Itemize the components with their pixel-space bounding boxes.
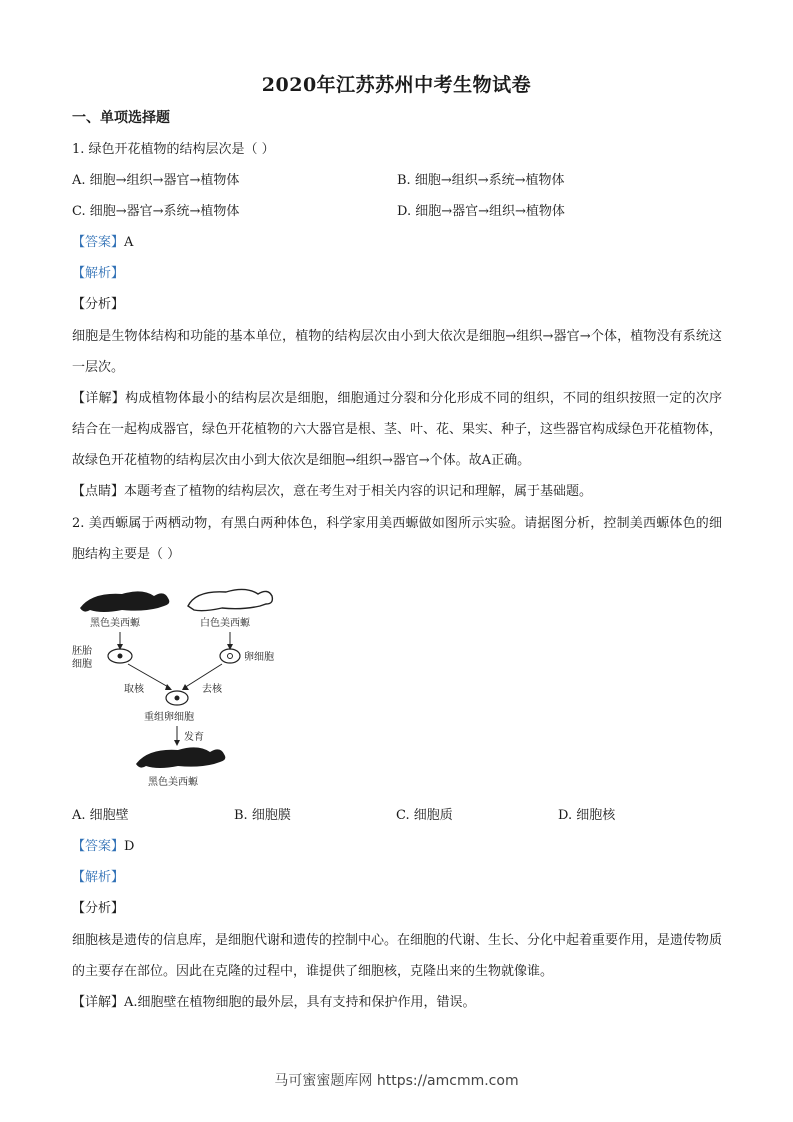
q2-fenxi-text: 细胞核是遗传的信息库，是细胞代谢和遗传的控制中心。在细胞的代谢、生长、分化中起着重要作用，是遗传物质的主要存在部位。因此在克隆的过程中，谁提供了细胞核，克隆出来的生物就像谁。 (72, 933, 723, 979)
q1-answer (72, 233, 133, 253)
take-nucleus-label: 取核 (124, 684, 144, 695)
result-axolotl-image (136, 747, 225, 768)
detail-tag: 【详解】 (72, 391, 126, 406)
answer-value: A (124, 235, 134, 250)
q1-fenxi-tag: 【分析】 (72, 297, 125, 312)
recombined-cell-label: 重组卵细胞 (144, 712, 194, 723)
section-heading: 一、单项选择题 (72, 110, 170, 126)
answer-tag: 【答案】 (72, 235, 125, 250)
black-axolotl-label: 黑色美西螈 (90, 618, 140, 629)
q2-answer (72, 837, 134, 857)
develop-label: 发育 (184, 732, 204, 743)
white-axolotl-image (188, 589, 272, 610)
q1-option-c: C. 细胞→器官→系统→植物体 (72, 204, 240, 219)
question-2-stem: 2. 美西螈属于两栖动物，有黑白两种体色，科学家用美西螈做如图所示实验。请据图分析，控制美西螈体色的细胞结构主要是（ ） (72, 516, 722, 562)
remove-nucleus-label: 去核 (202, 684, 222, 695)
detail-text: A.细胞壁在植物细胞的最外层，具有支持和保护作用，错误。 (124, 995, 476, 1010)
q1-analysis-tag: 【解析】 (72, 266, 125, 281)
comment-tag: 【点睛】 (72, 484, 125, 499)
q1-detail (72, 383, 722, 476)
question-1-stem: 1. 绿色开花植物的结构层次是（ ） (72, 142, 275, 157)
q2-option-d: D. 细胞核 (558, 808, 616, 823)
q2-analysis-tag: 【解析】 (72, 870, 125, 885)
egg-cell-icon (220, 649, 240, 663)
embryo-label-2: 细胞 (72, 659, 92, 670)
white-axolotl-label: 白色美西螈 (200, 618, 250, 629)
detail-tag: 【详解】 (72, 995, 125, 1010)
axolotl-experiment-figure (72, 580, 274, 795)
answer-value: D (124, 839, 135, 854)
page-title: 2020年江苏苏州中考生物试卷 (261, 74, 532, 96)
black-axolotl-image (80, 591, 169, 612)
q2-option-c: C. 细胞质 (396, 808, 453, 823)
footer-watermark: 马可蜜蜜题库网 https://amcmm.com (274, 1073, 519, 1089)
comment-text: 本题考查了植物的结构层次，意在考生对于相关内容的识记和理解，属于基础题。 (124, 484, 593, 499)
result-axolotl-label: 黑色美西螈 (148, 777, 198, 788)
answer-tag: 【答案】 (72, 839, 125, 854)
q2-option-a: A. 细胞壁 (72, 808, 129, 823)
embryo-label-1: 胚胎 (72, 646, 92, 657)
q2-fenxi-tag: 【分析】 (72, 901, 125, 916)
q2-option-b: B. 细胞膜 (234, 808, 291, 823)
q2-detail (72, 993, 476, 1013)
q1-comment (72, 482, 592, 502)
q1-option-d: D. 细胞→器官→组织→植物体 (397, 204, 565, 219)
detail-text: 构成植物体最小的结构层次是细胞，细胞通过分裂和分化形成不同的组织，不同的组织按照一定的次序结合在一起构成器官，绿色开花植物的六大器官是根、茎、叶、花、果实、种子，这些器官构成绿色开花植物体，故绿色开花植物的结构层次由小到大依次是细胞→组织→器官→个体。故A正确。 (72, 391, 723, 468)
q1-option-a: A. 细胞→组织→器官→植物体 (72, 173, 240, 188)
q1-option-b: B. 细胞→组织→系统→植物体 (397, 173, 565, 188)
q1-fenxi-text: 细胞是生物体结构和功能的基本单位，植物的结构层次由小到大依次是细胞→组织→器官→个体，植物没有系统这一层次。 (72, 329, 722, 375)
egg-cell-label: 卵细胞 (244, 652, 274, 663)
